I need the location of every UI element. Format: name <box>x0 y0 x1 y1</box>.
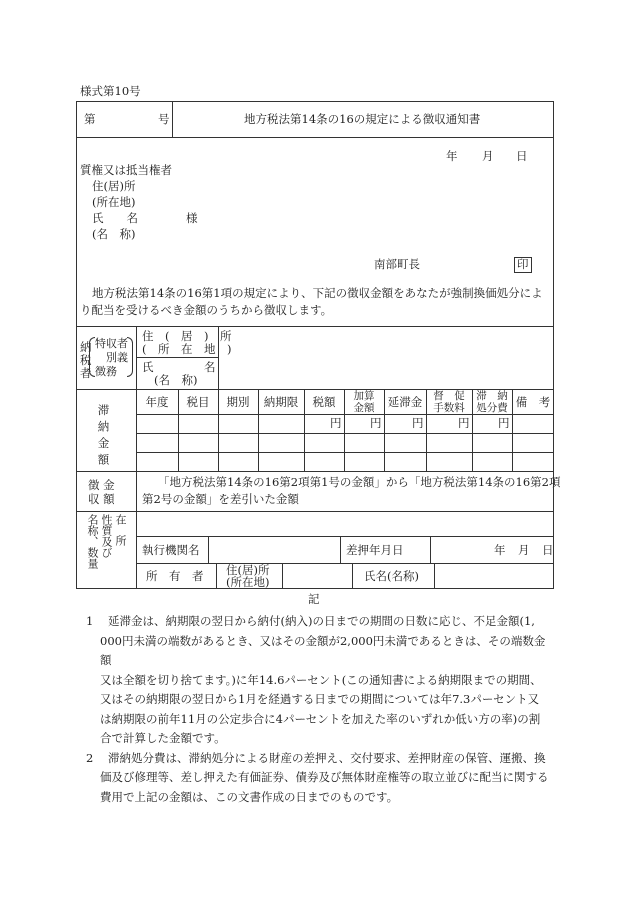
rule <box>384 389 385 471</box>
yen-mark: 円 <box>458 416 470 430</box>
number-suffix: 号 <box>158 112 170 126</box>
notes <box>86 612 556 807</box>
note-line: 滞納処分費は、滞納処分による財産の差押え、交付要求、差押財産の保管、運搬、換 <box>108 750 546 765</box>
yen-mark: 円 <box>370 416 382 430</box>
rule <box>76 511 554 512</box>
owner-address: 住(居)所 <box>226 563 270 577</box>
rule <box>136 536 554 537</box>
recipient-name-alt: (名 称) <box>92 227 136 241</box>
arrears-side-label: 滞納金額 <box>96 404 111 470</box>
arrears-header: 金額 <box>353 402 375 414</box>
rule <box>282 563 283 589</box>
rule <box>136 452 554 453</box>
arrears-header: 処分費 <box>476 402 508 414</box>
arrears-header: 手数料 <box>433 402 465 414</box>
arrears-header: 督 促 <box>433 390 465 402</box>
body-line-2: り配当を受けるべき金額のうちから徴収します。 <box>80 303 333 317</box>
rule <box>352 563 353 589</box>
date-month: 月 <box>482 149 494 163</box>
taxpayer-name-1: 氏 <box>142 360 154 374</box>
rule <box>472 389 473 471</box>
rule <box>340 536 341 563</box>
agency-label: 執行機関名 <box>142 543 200 557</box>
rule <box>258 389 259 471</box>
owner-label: 所 有 者 <box>146 569 204 583</box>
yen-mark: 円 <box>412 416 424 430</box>
recipient-location: (所在地) <box>92 195 136 209</box>
rule <box>136 563 554 564</box>
taxpayer-char-3: 者 <box>80 366 92 380</box>
collection-text-2: 第2号の金額」を差引いた金額 <box>142 492 299 506</box>
taxpayer-address: 住 ( 居 ) 所 <box>142 329 232 343</box>
number-prefix: 第 <box>84 112 96 126</box>
rule <box>76 137 554 138</box>
yen-mark: 円 <box>498 416 510 430</box>
rule <box>136 357 218 358</box>
note-line: 費用で上記の金額は、この文書作成の日までのものです。 <box>100 789 399 804</box>
arrears-header: 延滞金 <box>387 395 423 409</box>
note-line: 又はその納期限の翌日から1月を経過する日までの期間については年7.3パーセント又 <box>100 692 540 706</box>
owner-name-label: 氏名(名称) <box>364 569 419 583</box>
rule <box>344 389 345 471</box>
form-number: 様式第10号 <box>80 84 141 98</box>
rule <box>218 389 219 471</box>
property-side-3: 在所 <box>114 514 127 556</box>
yen-mark: 円 <box>330 416 342 430</box>
seizure-year: 年 <box>494 543 506 557</box>
collection-text-1: 「地方税法第14条の16第2項第1号の金額」から「地方税法第14条の16第2項 <box>158 475 561 489</box>
rule <box>208 536 209 563</box>
collection-label-1: 徴 金 <box>88 478 115 492</box>
seizure-day: 日 <box>542 543 554 557</box>
form-title: 地方税法第14条の16の規定による徴収通知書 <box>244 112 481 126</box>
arrears-header: 年度 <box>145 395 169 409</box>
rule <box>76 471 554 472</box>
rule <box>172 101 173 137</box>
property-side-1: 名称、数量 <box>86 514 99 569</box>
arrears-header: 納期限 <box>263 395 299 409</box>
arrears-header: 税額 <box>312 395 336 409</box>
rule <box>512 389 513 471</box>
arrears-header: 税目 <box>186 395 210 409</box>
note-line: 000円未満の端数があるとき、又はその金額が2,000円未満であるときは、その端数金額 <box>100 633 546 667</box>
property-side-2: 性質及び <box>100 514 113 558</box>
rule <box>136 414 554 415</box>
note-number: 2 <box>86 750 94 765</box>
note-item <box>86 612 556 749</box>
seizure-date-label: 差押年月日 <box>346 543 404 557</box>
note-line: 合で計算した金額です。 <box>100 731 226 745</box>
rule <box>136 326 137 589</box>
recipient-honorific: 様 <box>186 211 198 225</box>
recipient-address: 住(居)所 <box>92 179 136 193</box>
issuer-title: 南部町長 <box>374 257 420 271</box>
taxpayer-brace-3: 徴務 <box>95 365 117 378</box>
taxpayer-brace-1: 特収者 <box>95 337 128 350</box>
ki-mark: 記 <box>308 592 320 606</box>
recipient-label: 質権又は抵当権者 <box>80 163 172 177</box>
note-line: は納期限の前年11月の公定歩合に4パーセントを加えた率のいずれか低い方の率)の割 <box>100 711 541 726</box>
note-line: 価及び修理等、差し押えた有価証券、債券及び無体財産権等の取立並びに配当に関する <box>100 770 549 784</box>
owner-location: (所在地) <box>226 575 270 589</box>
rule <box>178 389 179 471</box>
date-year: 年 <box>446 149 458 163</box>
arrears-header: 加算 <box>353 390 375 402</box>
collection-label-2: 収 額 <box>88 492 115 506</box>
rule <box>216 563 217 589</box>
taxpayer-name-alt: (名 称) <box>154 373 198 387</box>
rule <box>434 563 435 589</box>
arrears-header: 期別 <box>226 395 250 409</box>
rule <box>304 389 305 471</box>
date-day: 日 <box>516 149 528 163</box>
arrears-header: 滞 納 <box>476 390 508 402</box>
taxpayer-char-1: 納 <box>80 340 92 354</box>
note-line: 延滞金は、納期限の翌日から納付(納入)の日までの期間の日数に応じ、不足金額(1, <box>108 614 535 628</box>
rule <box>426 389 427 471</box>
taxpayer-brace-2: 別義 <box>106 351 128 364</box>
taxpayer-name-2: 名 <box>204 360 216 374</box>
arrears-header: 備 考 <box>515 395 551 409</box>
seizure-month: 月 <box>518 543 530 557</box>
recipient-name: 氏 名 <box>92 211 138 225</box>
rule <box>136 433 554 434</box>
rule <box>76 326 554 327</box>
note-line: 又は全額を切り捨てます。)に年14.6パーセント(この通知書による納期限までの期間、 <box>100 672 542 687</box>
rule <box>430 536 431 563</box>
taxpayer-location: ( 所 在 地 ) <box>142 342 232 356</box>
body-line-1: 地方税法第14条の16第1項の規定により、下記の徴収金額をあなたが強制換価処分によ <box>92 286 543 300</box>
note-number: 1 <box>86 614 94 628</box>
seal-mark: 印 <box>514 257 532 273</box>
note-item <box>86 749 556 808</box>
taxpayer-char-2: 税 <box>80 353 92 367</box>
